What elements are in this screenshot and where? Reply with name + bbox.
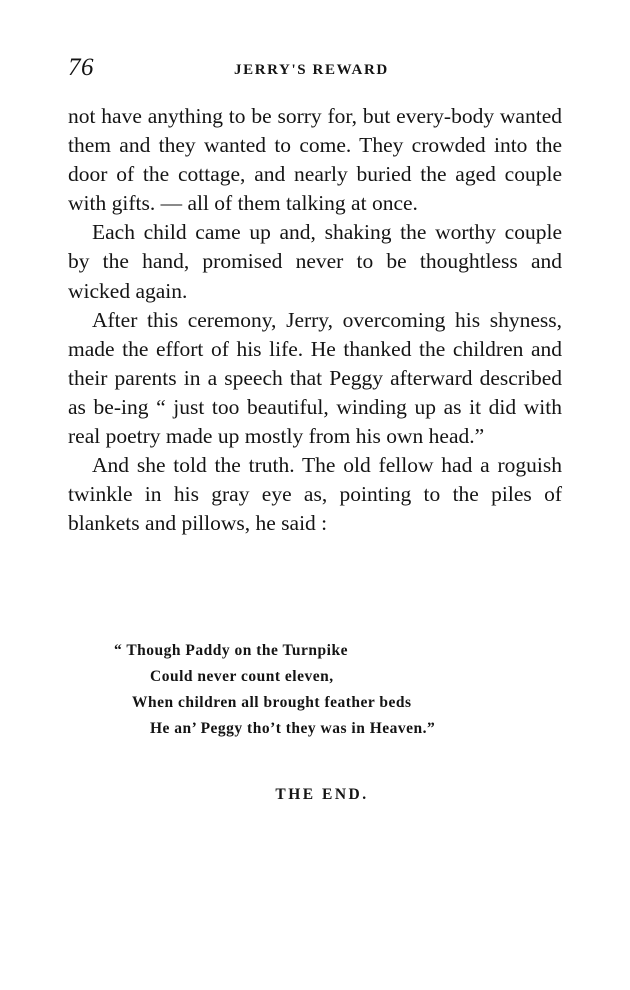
paragraph: And she told the truth. The old fellow had a roguish twinkle in his gray eye as, pointing to the piles of blankets and pillows, he said : (68, 453, 562, 536)
running-title: JERRY'S REWARD (234, 62, 389, 78)
page-number: 76 (68, 54, 94, 81)
verse-line: “ Though Paddy on the Turnpike (114, 642, 348, 659)
verse-line: When children all brought feather beds (132, 694, 412, 711)
paragraph-continued: not have anything to be sorry for, but every-body wanted them and they wanted to come. They crowded into the door of the cottage, and nearly buried the aged couple with gifts. — all of them talking at once. (68, 104, 562, 216)
body-text (68, 102, 562, 538)
verse-line: He an’ Peggy tho’t they was in Heaven.” (150, 720, 436, 737)
verse-block (114, 638, 544, 742)
paragraph: Each child came up and, shaking the worthy couple by the hand, promised never to be thoughtless and wicked again. (68, 220, 562, 303)
the-end: THE END. (275, 786, 369, 803)
page-header (68, 54, 562, 84)
paragraph: After this ceremony, Jerry, overcoming his shyness, made the effort of his life. He thanked the children and their parents in a speech that Peggy afterward described as be-ing “ just too beautiful, winding up as it did with real poetry made up mostly from his own head.” (68, 307, 562, 449)
verse-line: Could never count eleven, (150, 668, 334, 685)
